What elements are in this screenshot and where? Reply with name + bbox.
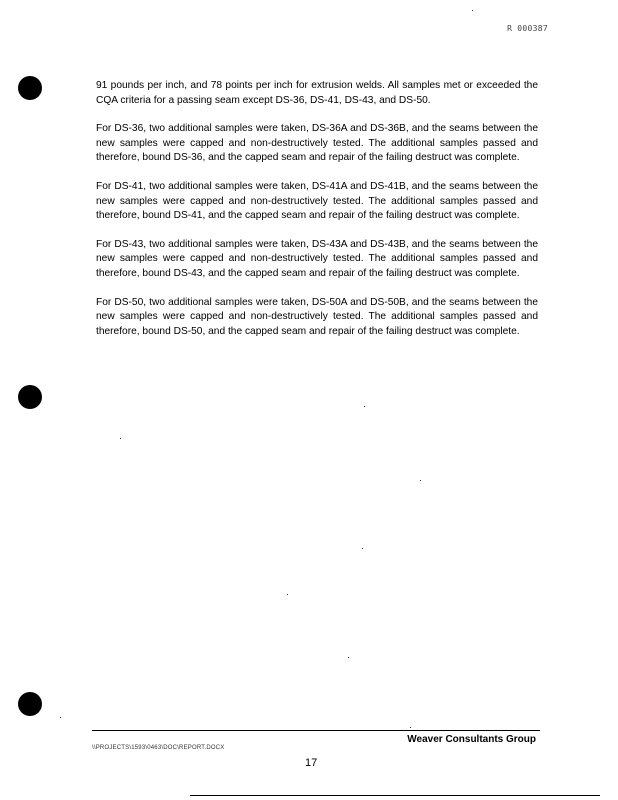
scan-speck <box>420 480 421 481</box>
scan-edge-line <box>190 795 600 796</box>
body-text <box>96 79 538 353</box>
paragraph-ds-36: For DS-36, two additional samples were taken, DS-36A and DS-36B, and the seams between the new samples were capped and non-destructively tested. The additional samples passed and therefore, bound DS-36, and the capped seam and repair of the failing destruct was complete. <box>96 123 538 164</box>
footer-file-path: \\PROJECTS\1593\0463\DOC\REPORT.DOCX <box>92 745 225 751</box>
punch-hole-top <box>18 76 42 100</box>
paragraph-ds-41: For DS-41, two additional samples were taken, DS-41A and DS-41B, and the seams between the new samples were capped and non-destructively tested. The additional samples passed and therefore, bound DS-41, and the capped seam and repair of the failing destruct was complete. <box>96 180 538 222</box>
punch-hole-bottom <box>18 692 42 716</box>
scan-speck <box>362 548 363 549</box>
scan-speck <box>472 10 473 11</box>
scan-speck <box>120 438 121 439</box>
paragraph-ds-50: For DS-50, two additional samples were taken, DS-50A and DS-50B, and the seams between the new samples were capped and non-destructively tested. The additional samples passed and therefore, bound DS-50, and the capped seam and repair of the failing destruct was complete. <box>96 296 538 337</box>
bates-number: R 000387 <box>507 24 548 33</box>
scan-speck <box>348 657 349 658</box>
footer-divider <box>92 730 540 731</box>
footer-company-name: Weaver Consultants Group <box>407 734 536 745</box>
paragraph-ds-43: For DS-43, two additional samples were taken, DS-43A and DS-43B, and the seams between the new samples were capped and non-destructively tested. The additional samples passed and therefore, bound DS-43, and the capped seam and repair of the failing destruct was complete. <box>96 238 538 279</box>
scan-speck <box>287 594 288 595</box>
scan-speck <box>410 727 411 728</box>
page-number: 17 <box>305 757 318 769</box>
punch-hole-middle <box>18 385 42 409</box>
scan-speck <box>60 717 61 718</box>
scan-speck <box>364 406 365 407</box>
paragraph-continuation: 91 pounds per inch, and 78 points per inch for extrusion welds. All samples met or exceeded the CQA criteria for a passing seam except DS-36, DS-41, DS-43, and DS-50. <box>96 80 538 106</box>
